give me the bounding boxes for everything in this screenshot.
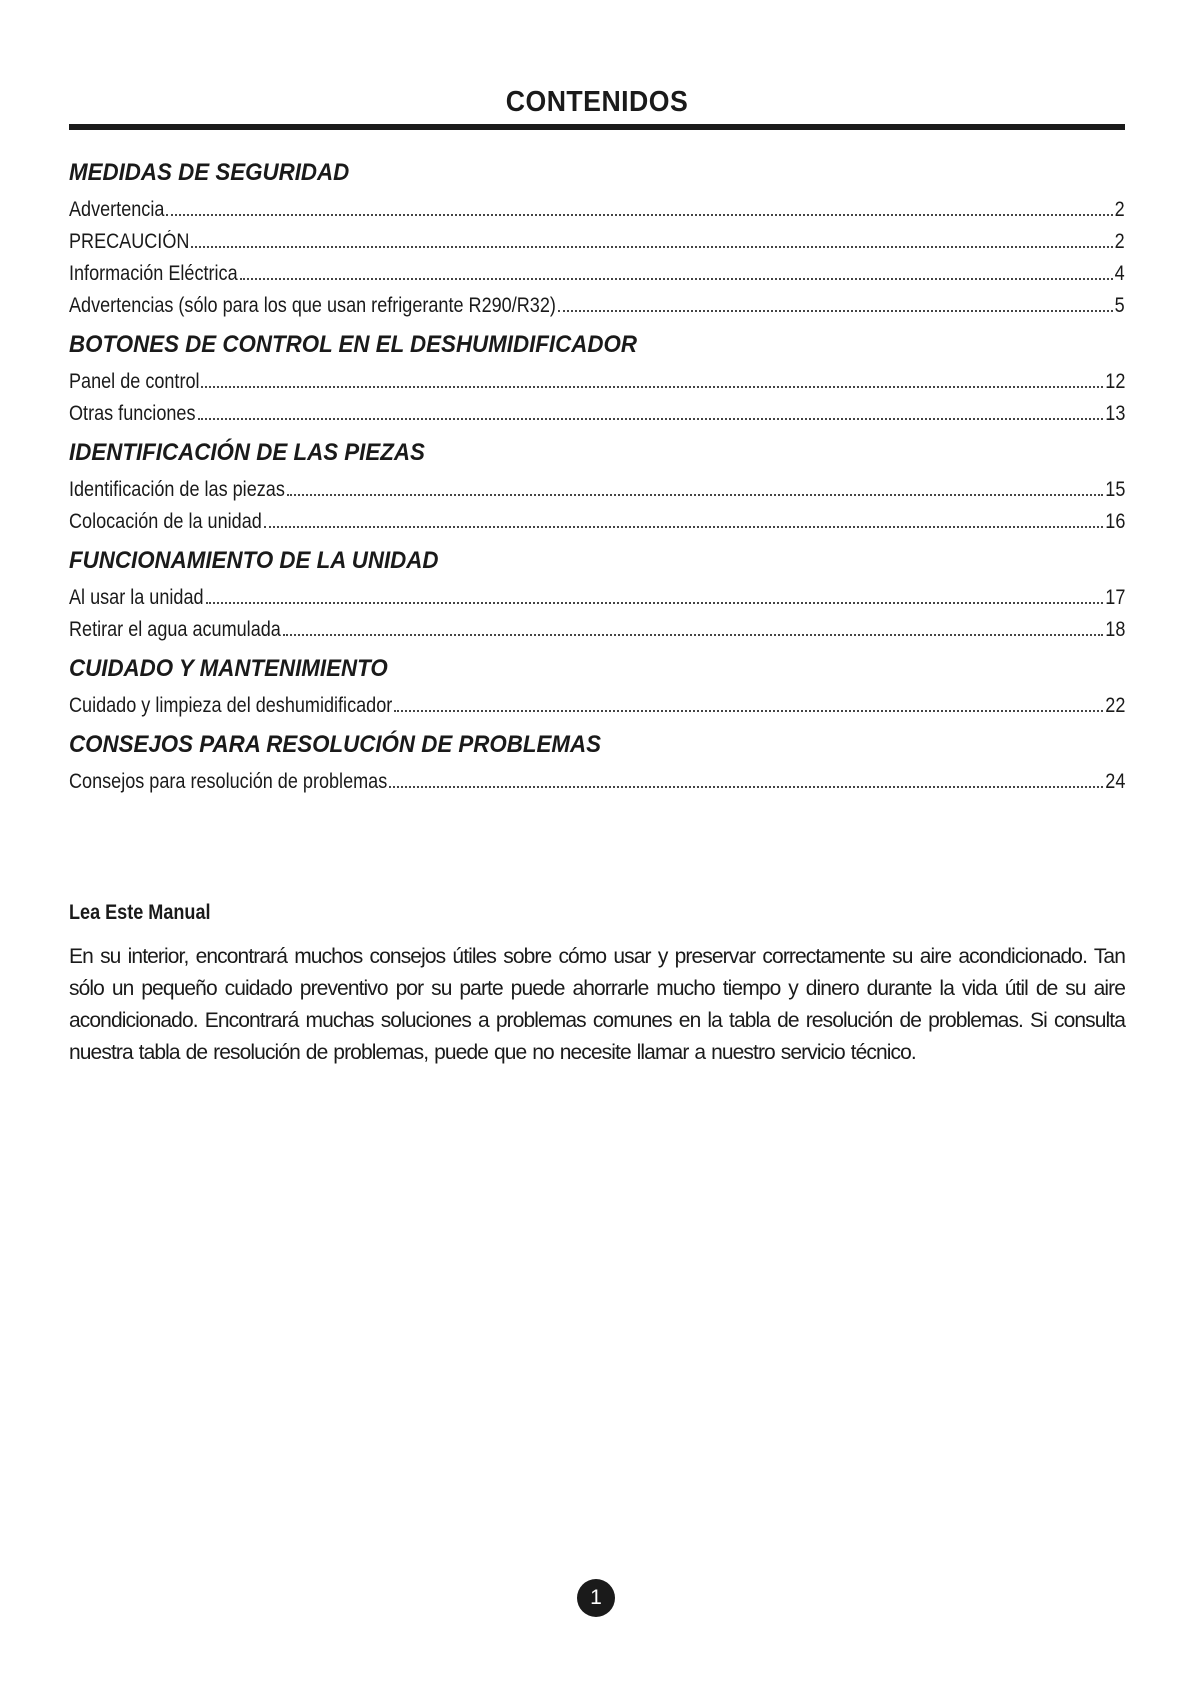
section-heading: CUIDADO Y MANTENIMIENTO — [69, 655, 388, 682]
table-of-contents — [69, 156, 1125, 798]
read-manual-body: En su interior, encontrará muchos consejos útiles sobre cómo usar y preservar correctamente su aire acondicionado. Tan sólo un pequeño cuidado preventivo por su parte puede ahorrarle mucho tiempo y dinero durante la vida útil de su aire acondicionado. Encontrará muchas soluciones a problemas comunes en la tabla de resolución de problemas. Si consulta nuestra tabla de resolución de problemas, puede que no necesite llamar a nuestro servicio técnico. — [69, 945, 1125, 1064]
dot-leader — [394, 709, 1102, 712]
toc-entry[interactable] — [69, 226, 1125, 258]
section-heading: IDENTIFICACIÓN DE LAS PIEZAS — [69, 439, 425, 466]
toc-entry-label: Colocación de la unidad — [69, 510, 262, 533]
toc-entry-page: 5 — [1114, 294, 1125, 317]
toc-entry-page: 22 — [1104, 694, 1125, 717]
read-manual-heading: Lea Este Manual — [69, 901, 211, 924]
toc-entry-page: 2 — [1114, 230, 1125, 253]
toc-entry[interactable] — [69, 474, 1125, 506]
dot-leader — [287, 493, 1103, 496]
toc-entry-label: Otras funciones — [69, 402, 196, 425]
contents-page — [69, 80, 1125, 798]
toc-entry-label: Advertencia — [69, 198, 165, 221]
dot-leader — [264, 525, 1103, 528]
section-heading: BOTONES DE CONTROL EN EL DESHUMIDIFICADOR — [69, 331, 637, 358]
toc-entry[interactable] — [69, 614, 1125, 646]
title-divider — [69, 124, 1125, 130]
toc-section-control-buttons — [69, 328, 1125, 430]
toc-section-maintenance — [69, 652, 1125, 722]
section-heading: FUNCIONAMIENTO DE LA UNIDAD — [69, 547, 439, 574]
toc-entry-label: Al usar la unidad — [69, 586, 204, 609]
toc-entry-label: Identificación de las piezas — [69, 478, 285, 501]
dot-leader — [283, 633, 1102, 636]
dot-leader — [558, 309, 1113, 312]
dot-leader — [201, 385, 1102, 388]
toc-section-safety — [69, 156, 1125, 322]
toc-entry[interactable] — [69, 506, 1125, 538]
toc-entry-label: Información Eléctrica — [69, 262, 238, 285]
toc-entry-label: Panel de control — [69, 370, 200, 393]
dot-leader — [198, 417, 1103, 420]
toc-entry[interactable] — [69, 194, 1125, 226]
toc-entry[interactable] — [69, 582, 1125, 614]
dot-leader — [166, 213, 1113, 216]
toc-entry-page: 15 — [1104, 478, 1125, 501]
toc-entry-label: Retirar el agua acumulada — [69, 618, 281, 641]
toc-entry-page: 12 — [1104, 370, 1125, 393]
toc-entry[interactable] — [69, 690, 1125, 722]
toc-entry[interactable] — [69, 366, 1125, 398]
page-number-badge: 1 — [577, 1579, 615, 1617]
toc-entry-label: Cuidado y limpieza del deshumidificador — [69, 694, 393, 717]
toc-entry[interactable] — [69, 766, 1125, 798]
read-manual-section — [69, 897, 1125, 1069]
toc-entry-page: 13 — [1104, 402, 1125, 425]
toc-entry-page: 4 — [1114, 262, 1125, 285]
toc-entry[interactable] — [69, 398, 1125, 430]
toc-entry-page: 17 — [1104, 586, 1125, 609]
section-heading: CONSEJOS PARA RESOLUCIÓN DE PROBLEMAS — [69, 731, 602, 758]
toc-entry-page: 18 — [1104, 618, 1125, 641]
dot-leader — [389, 785, 1102, 788]
toc-entry-page: 2 — [1114, 198, 1125, 221]
dot-leader — [191, 245, 1113, 248]
toc-entry[interactable] — [69, 258, 1125, 290]
dot-leader — [206, 601, 1103, 604]
toc-entry-label: Advertencias (sólo para los que usan refrigerante R290/R32) — [69, 294, 556, 317]
toc-section-troubleshooting — [69, 728, 1125, 798]
page-title: CONTENIDOS — [505, 86, 689, 118]
toc-entry[interactable] — [69, 290, 1125, 322]
toc-section-operation — [69, 544, 1125, 646]
toc-entry-label: Consejos para resolución de problemas — [69, 770, 388, 793]
toc-section-parts — [69, 436, 1125, 538]
dot-leader — [240, 277, 1114, 280]
section-heading: MEDIDAS DE SEGURIDAD — [69, 159, 350, 186]
toc-entry-page: 16 — [1104, 510, 1125, 533]
toc-entry-label: PRECAUCIÓN — [69, 230, 190, 253]
toc-entry-page: 24 — [1104, 770, 1125, 793]
